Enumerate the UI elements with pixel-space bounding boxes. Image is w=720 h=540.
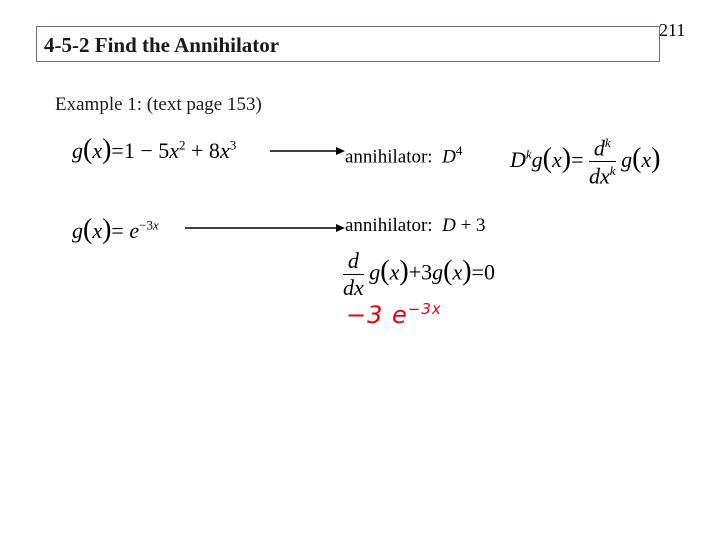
equation-1: $g(x)=1 - 5x^2 + 8x^3$ xyxy=(72,134,237,165)
annihilator-row-1: annihilator: $D^4$ xyxy=(345,143,463,168)
side-formula: $D^kg(x)=$ $\frac{d^k}{dx^k}$ g(x) xyxy=(510,135,661,189)
annihilator-label-1: annihilator: xyxy=(345,146,433,168)
example-heading: Example 1: (text page 153) xyxy=(55,94,262,115)
slide-title: 4-5-2 Find the Annihilator xyxy=(44,33,280,57)
annihilator-row-2: annihilator: D + 3 xyxy=(345,215,486,236)
annihilator-label-2: annihilator: xyxy=(345,215,433,236)
check-formula: $\frac{d}{dx}$ g(x)+3g(x)=0 xyxy=(343,248,495,300)
arrow-2 xyxy=(185,222,345,234)
handwritten-note: −3 $e^{-3x}$ xyxy=(346,300,442,329)
arrow-1 xyxy=(270,145,345,157)
equation-2: $g(x)= e^{-3x}$ xyxy=(72,214,159,245)
page-number: 211 xyxy=(659,20,686,40)
